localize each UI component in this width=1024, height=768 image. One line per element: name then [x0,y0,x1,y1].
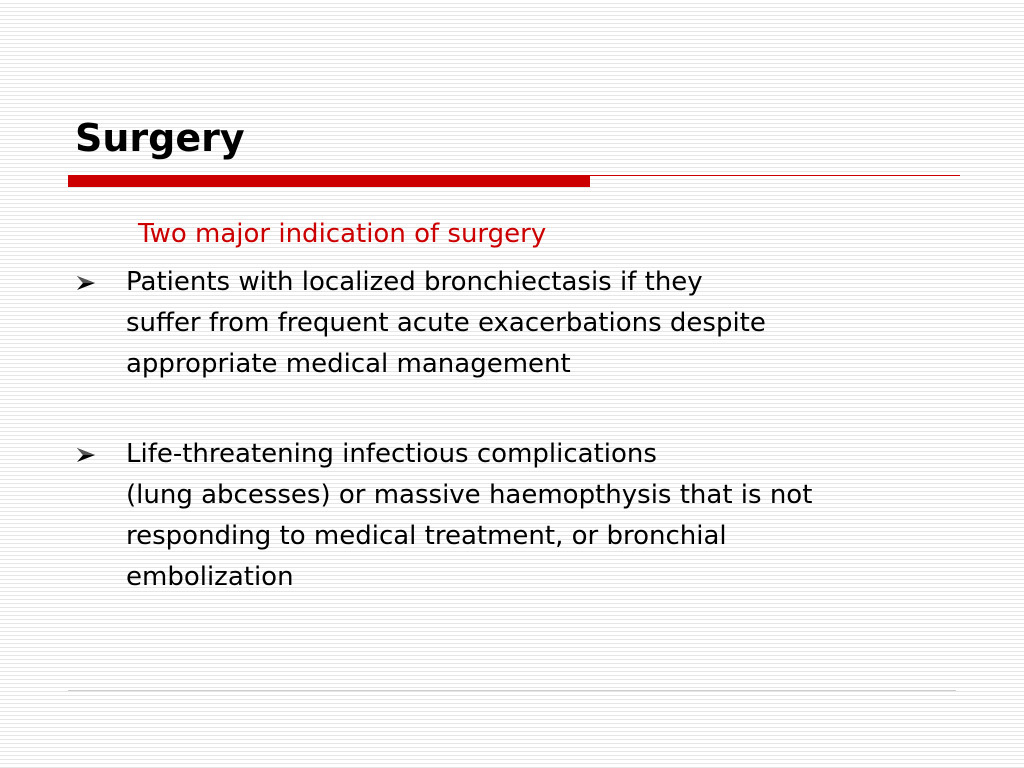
bullet-line: responding to medical treatment, or bronchial [126,521,727,551]
bullet-line: suffer from frequent acute exacerbations despite [126,308,766,338]
bullet-line: Patients with localized bronchiectasis if they [126,267,703,297]
slide-subtitle: Two major indication of surgery [138,219,547,249]
bullet-text [126,262,952,385]
bullet-text [126,434,952,598]
slide-title: Surgery [75,116,245,160]
bullet-line: (lung abcesses) or massive haemopthysis that is not [126,480,813,510]
arrow-right-icon [76,275,96,291]
bullet-line: appropriate medical management [126,349,571,379]
bullet-line: embolization [126,562,294,592]
arrow-right-icon [76,447,96,463]
bullet-line: Life-threatening infectious complications [126,439,657,469]
footer-divider [68,690,956,691]
